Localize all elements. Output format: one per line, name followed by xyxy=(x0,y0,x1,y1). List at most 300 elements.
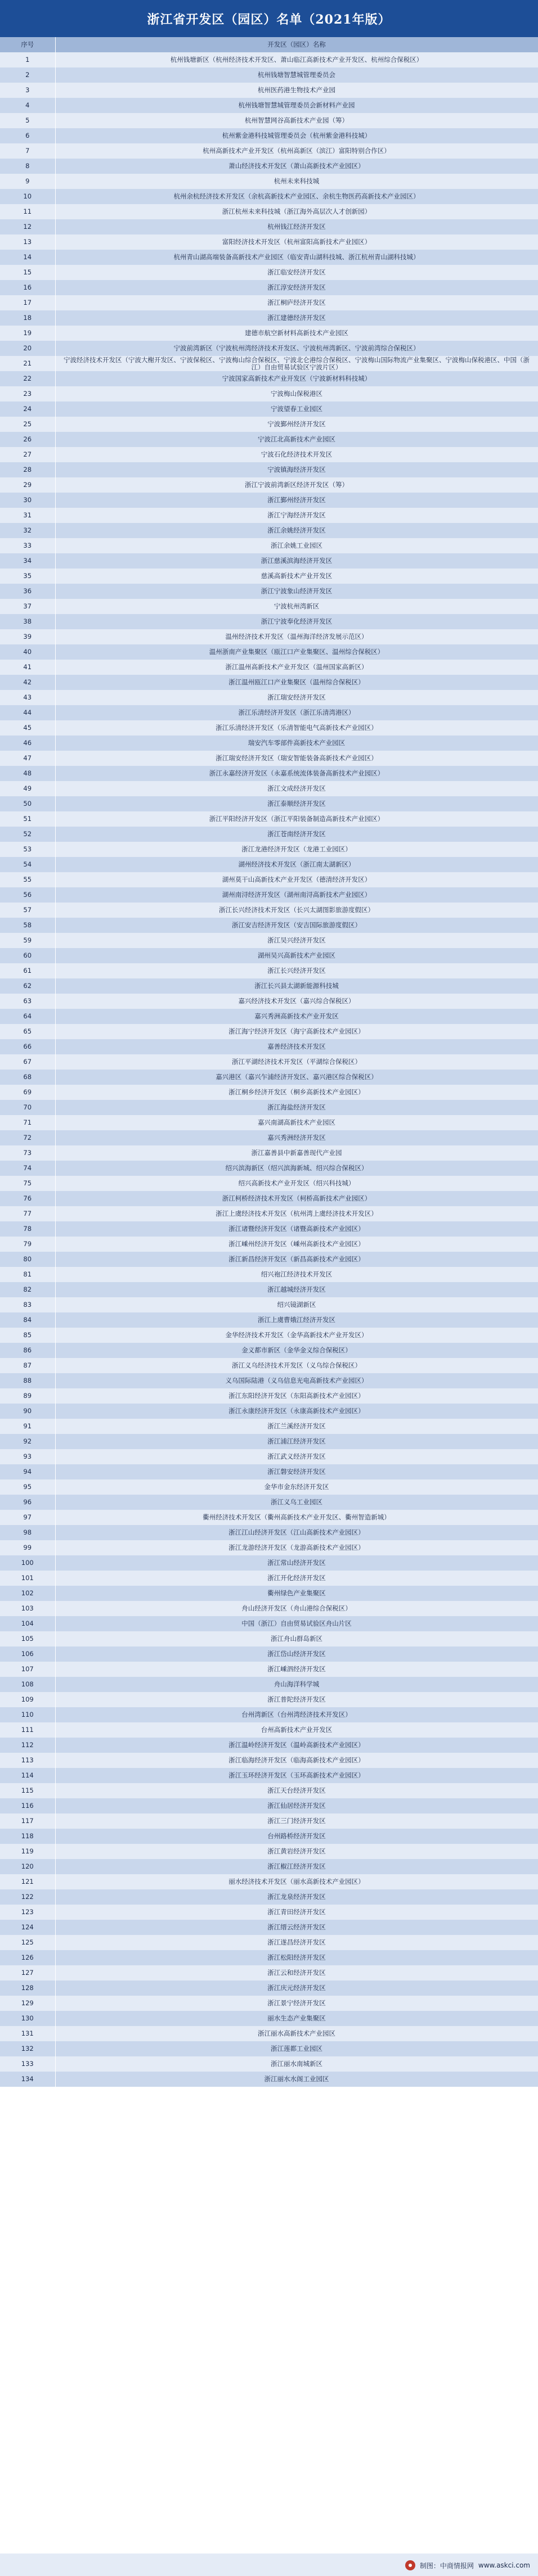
table-row xyxy=(0,796,538,811)
table-row xyxy=(0,1920,538,1935)
row-index: 73 xyxy=(0,1145,55,1161)
row-index: 91 xyxy=(0,1419,55,1434)
zone-name: 宁波前湾新区（宁波杭州湾经济技术开发区、宁波杭州湾新区、宁波前湾综合保税区） xyxy=(55,341,538,356)
page-title: 浙江省开发区（园区）名单（2021年版） xyxy=(0,0,538,37)
row-index: 71 xyxy=(0,1115,55,1130)
row-index: 98 xyxy=(0,1525,55,1540)
row-index: 107 xyxy=(0,1662,55,1677)
row-index: 14 xyxy=(0,250,55,265)
table-row xyxy=(0,1100,538,1115)
table-row xyxy=(0,2041,538,2056)
zone-name: 浙江泰顺经济开发区 xyxy=(55,796,538,811)
table-row xyxy=(0,265,538,280)
table-row xyxy=(0,1996,538,2011)
table-row xyxy=(0,1981,538,1996)
table-row xyxy=(0,599,538,614)
table-row xyxy=(0,234,538,250)
zone-name: 浙江平湖经济技术开发区（平湖综合保税区） xyxy=(55,1054,538,1070)
table-row xyxy=(0,1282,538,1297)
row-index: 113 xyxy=(0,1753,55,1768)
table-row xyxy=(0,1829,538,1844)
zone-name: 浙江遂昌经济开发区 xyxy=(55,1935,538,1950)
row-index: 36 xyxy=(0,584,55,599)
row-index: 131 xyxy=(0,2026,55,2041)
row-index: 45 xyxy=(0,720,55,736)
row-index: 82 xyxy=(0,1282,55,1297)
row-index: 32 xyxy=(0,523,55,538)
table-row xyxy=(0,67,538,83)
zone-name: 浙江临安经济开发区 xyxy=(55,265,538,280)
zone-name: 浙江苍南经济开发区 xyxy=(55,827,538,842)
zone-name: 浙江桐乡经济开发区（桐乡高新技术产业园区） xyxy=(55,1085,538,1100)
row-index: 117 xyxy=(0,1813,55,1829)
zone-name: 湖州经济技术开发区（浙江南太湖新区） xyxy=(55,857,538,872)
zone-name: 杭州钱塘新区（杭州经济技术开发区、萧山临江高新技术产业开发区、杭州综合保税区） xyxy=(55,52,538,67)
table-row xyxy=(0,204,538,219)
row-index: 38 xyxy=(0,614,55,629)
row-index: 104 xyxy=(0,1616,55,1631)
zone-name: 浙江磐安经济开发区 xyxy=(55,1464,538,1479)
table-row xyxy=(0,675,538,690)
table-body xyxy=(0,52,538,2087)
zone-name: 浙江温州瓯江口产业集聚区（温州综合保税区） xyxy=(55,675,538,690)
source-url: www.askci.com xyxy=(478,2561,530,2569)
row-index: 133 xyxy=(0,2056,55,2072)
table-row xyxy=(0,948,538,963)
zone-name: 瑞安汽车零部件高新技术产业园区 xyxy=(55,736,538,751)
row-index: 57 xyxy=(0,903,55,918)
table-row xyxy=(0,1145,538,1161)
table-row xyxy=(0,159,538,174)
zone-name: 富阳经济技术开发区（杭州富阳高新技术产业园区） xyxy=(55,234,538,250)
table-row xyxy=(0,705,538,720)
row-index: 56 xyxy=(0,887,55,903)
row-index: 89 xyxy=(0,1388,55,1404)
table-row xyxy=(0,857,538,872)
zone-name: 湖州吴兴高新技术产业园区 xyxy=(55,948,538,963)
row-index: 3 xyxy=(0,83,55,98)
zone-name: 浙江余姚工业园区 xyxy=(55,538,538,553)
zone-name: 浙江天台经济开发区 xyxy=(55,1783,538,1798)
table-row xyxy=(0,1965,538,1981)
row-index: 12 xyxy=(0,219,55,234)
zone-name: 台州湾新区（台州湾经济技术开发区） xyxy=(55,1707,538,1722)
table-row xyxy=(0,1616,538,1631)
row-index: 37 xyxy=(0,599,55,614)
table-row xyxy=(0,903,538,918)
row-index: 121 xyxy=(0,1874,55,1889)
table-row xyxy=(0,113,538,128)
row-index: 85 xyxy=(0,1328,55,1343)
row-index: 28 xyxy=(0,462,55,477)
row-index: 106 xyxy=(0,1646,55,1662)
table-row xyxy=(0,690,538,705)
zone-name: 浙江新昌经济开发区（新昌高新技术产业园区） xyxy=(55,1252,538,1267)
table-row xyxy=(0,1373,538,1388)
zone-name: 舟山经济开发区（舟山港综合保税区） xyxy=(55,1601,538,1616)
table-row xyxy=(0,751,538,766)
row-index: 99 xyxy=(0,1540,55,1555)
zone-name: 浙江缙云经济开发区 xyxy=(55,1920,538,1935)
table-row xyxy=(0,1571,538,1586)
zone-name: 浙江临海经济开发区（临海高新技术产业园区） xyxy=(55,1753,538,1768)
zone-name: 浙江常山经济开发区 xyxy=(55,1555,538,1571)
row-index: 29 xyxy=(0,477,55,493)
zone-name: 杭州钱江经济开发区 xyxy=(55,219,538,234)
row-index: 43 xyxy=(0,690,55,705)
zone-name: 杭州医药港生物技术产业园 xyxy=(55,83,538,98)
row-index: 90 xyxy=(0,1404,55,1419)
table-row xyxy=(0,1768,538,1783)
table-row xyxy=(0,493,538,508)
row-index: 19 xyxy=(0,326,55,341)
row-index: 126 xyxy=(0,1950,55,1965)
table-row xyxy=(0,978,538,994)
row-index: 50 xyxy=(0,796,55,811)
zone-name: 绍兴滨海新区（绍兴滨海新城、绍兴综合保税区） xyxy=(55,1161,538,1176)
row-index: 8 xyxy=(0,159,55,174)
row-index: 114 xyxy=(0,1768,55,1783)
table-row xyxy=(0,1479,538,1495)
table-row xyxy=(0,2026,538,2041)
table-row xyxy=(0,1874,538,1889)
zone-name: 嘉兴港区（嘉兴乍浦经济开发区、嘉兴港区综合保税区） xyxy=(55,1070,538,1085)
zone-name: 浙江松阳经济开发区 xyxy=(55,1950,538,1965)
row-index: 76 xyxy=(0,1191,55,1206)
table-row xyxy=(0,1889,538,1905)
zone-name: 宁波国家高新技术产业开发区（宁波新材料科技城） xyxy=(55,371,538,386)
row-index: 134 xyxy=(0,2072,55,2087)
zone-name: 浙江庆元经济开发区 xyxy=(55,1981,538,1996)
zone-name: 浙江越城经济开发区 xyxy=(55,1282,538,1297)
table-row xyxy=(0,872,538,887)
table-row xyxy=(0,827,538,842)
row-index: 65 xyxy=(0,1024,55,1039)
table-row xyxy=(0,1646,538,1662)
table-row xyxy=(0,1419,538,1434)
table-row xyxy=(0,189,538,204)
zone-name: 浙江吴兴经济开发区 xyxy=(55,933,538,948)
zone-name: 宁波望春工业园区 xyxy=(55,401,538,417)
row-index: 10 xyxy=(0,189,55,204)
zone-name: 浙江普陀经济开发区 xyxy=(55,1692,538,1707)
table-row xyxy=(0,660,538,675)
zone-name: 慈溪高新技术产业开发区 xyxy=(55,569,538,584)
table-row xyxy=(0,629,538,644)
row-index: 119 xyxy=(0,1844,55,1859)
table-row xyxy=(0,1540,538,1555)
row-index: 75 xyxy=(0,1176,55,1191)
zone-name: 湖州莫干山高新技术产业开发区（德清经济开发区） xyxy=(55,872,538,887)
row-index: 64 xyxy=(0,1009,55,1024)
table-row xyxy=(0,781,538,796)
row-index: 39 xyxy=(0,629,55,644)
row-index: 13 xyxy=(0,234,55,250)
table-row xyxy=(0,1525,538,1540)
zone-name: 浙江长兴县太湖新能源科技城 xyxy=(55,978,538,994)
table-row xyxy=(0,1707,538,1722)
table-row xyxy=(0,887,538,903)
zone-name: 杭州青山湖高端装备高新技术产业园区（临安青山湖科技城、浙江杭州青山湖科技城） xyxy=(55,250,538,265)
table-row xyxy=(0,933,538,948)
zone-name: 杭州钱塘智慧城管理委员会新材料产业园 xyxy=(55,98,538,113)
table-row xyxy=(0,1738,538,1753)
zone-name: 宁波杭州湾新区 xyxy=(55,599,538,614)
row-index: 72 xyxy=(0,1130,55,1145)
table-row xyxy=(0,538,538,553)
zone-name: 宁波鄞州经济开发区 xyxy=(55,417,538,432)
table-row xyxy=(0,720,538,736)
table-row xyxy=(0,1070,538,1085)
zone-name: 浙江宁波象山经济开发区 xyxy=(55,584,538,599)
row-index: 95 xyxy=(0,1479,55,1495)
row-index: 108 xyxy=(0,1677,55,1692)
zone-name: 浙江龙游经济开发区（龙游高新技术产业园区） xyxy=(55,1540,538,1555)
zone-name: 嘉兴秀洲经济开发区 xyxy=(55,1130,538,1145)
zone-name: 宁波经济技术开发区（宁波大榭开发区、宁波保税区、宁波梅山综合保税区、宁波北仑港综合保税区、宁波梅山国际物流产业集聚区、宁波梅山保税港区、中国（浙江）自由贸易试验区宁波片区） xyxy=(55,356,538,371)
table-row xyxy=(0,1009,538,1024)
table-row xyxy=(0,1950,538,1965)
zone-name: 浙江乐清经济开发区（乐清智能电气高新技术产业园区） xyxy=(55,720,538,736)
table-row xyxy=(0,310,538,326)
row-index: 21 xyxy=(0,356,55,371)
row-index: 118 xyxy=(0,1829,55,1844)
table-row xyxy=(0,371,538,386)
zone-name: 浙江永康经济开发区（永康高新技术产业园区） xyxy=(55,1404,538,1419)
row-index: 31 xyxy=(0,508,55,523)
zone-name: 宁波梅山保税港区 xyxy=(55,386,538,401)
row-index: 58 xyxy=(0,918,55,933)
table-row xyxy=(0,98,538,113)
zone-name: 浙江柯桥经济技术开发区（柯桥高新技术产业园区） xyxy=(55,1191,538,1206)
row-index: 26 xyxy=(0,432,55,447)
zone-name: 义乌国际陆港（义乌信息光电高新技术产业园区） xyxy=(55,1373,538,1388)
zone-name: 嘉善经济技术开发区 xyxy=(55,1039,538,1054)
table-row xyxy=(0,1631,538,1646)
table-row xyxy=(0,386,538,401)
table-row xyxy=(0,341,538,356)
zone-name: 宁波石化经济技术开发区 xyxy=(55,447,538,462)
row-index: 62 xyxy=(0,978,55,994)
zone-name: 浙江鄞州经济开发区 xyxy=(55,493,538,508)
row-index: 127 xyxy=(0,1965,55,1981)
zone-name: 浙江兰溪经济开发区 xyxy=(55,1419,538,1434)
column-header-index: 序号 xyxy=(0,37,55,52)
table-row xyxy=(0,83,538,98)
zone-name: 绍兴袍江经济技术开发区 xyxy=(55,1267,538,1282)
row-index: 30 xyxy=(0,493,55,508)
row-index: 41 xyxy=(0,660,55,675)
table-row xyxy=(0,1677,538,1692)
row-index: 132 xyxy=(0,2041,55,2056)
table-row xyxy=(0,1252,538,1267)
row-index: 40 xyxy=(0,644,55,660)
table-row xyxy=(0,1935,538,1950)
row-index: 67 xyxy=(0,1054,55,1070)
table-row xyxy=(0,1191,538,1206)
row-index: 115 xyxy=(0,1783,55,1798)
zone-name: 浙江温岭经济开发区（温岭高新技术产业园区） xyxy=(55,1738,538,1753)
table-row xyxy=(0,143,538,159)
table-row xyxy=(0,766,538,781)
zone-name: 浙江黄岩经济开发区 xyxy=(55,1844,538,1859)
row-index: 27 xyxy=(0,447,55,462)
row-index: 4 xyxy=(0,98,55,113)
table-row xyxy=(0,1495,538,1510)
zone-name: 浙江宁海经济开发区 xyxy=(55,508,538,523)
table-row xyxy=(0,174,538,189)
row-index: 84 xyxy=(0,1312,55,1328)
zone-name: 浙江长兴经济开发区 xyxy=(55,963,538,978)
table-row xyxy=(0,1054,538,1070)
row-index: 18 xyxy=(0,310,55,326)
column-header-name: 开发区（园区）名称 xyxy=(55,37,538,52)
zone-name: 丽水经济技术开发区（丽水高新技术产业园区） xyxy=(55,1874,538,1889)
zone-name: 浙江义乌工业园区 xyxy=(55,1495,538,1510)
table-row xyxy=(0,1722,538,1738)
zone-name: 浙江浦江经济开发区 xyxy=(55,1434,538,1449)
zone-name: 浙江丽水高新技术产业园区 xyxy=(55,2026,538,2041)
zone-name: 浙江仙居经济开发区 xyxy=(55,1798,538,1813)
zone-name: 杭州紫金港科技城管理委员会（杭州紫金港科技城） xyxy=(55,128,538,143)
table-row xyxy=(0,1024,538,1039)
table-row xyxy=(0,1328,538,1343)
row-index: 59 xyxy=(0,933,55,948)
zone-name: 浙江永嘉经济开发区（永嘉系统流体装备高新技术产业园区） xyxy=(55,766,538,781)
row-index: 124 xyxy=(0,1920,55,1935)
table-row xyxy=(0,128,538,143)
row-index: 33 xyxy=(0,538,55,553)
table-row xyxy=(0,1206,538,1221)
table-row xyxy=(0,2056,538,2072)
zone-name: 浙江宁波奉化经济开发区 xyxy=(55,614,538,629)
row-index: 49 xyxy=(0,781,55,796)
row-index: 110 xyxy=(0,1707,55,1722)
zone-name: 温州浙南产业集聚区（瓯江口产业集聚区、温州综合保税区） xyxy=(55,644,538,660)
table-row xyxy=(0,1176,538,1191)
table-row xyxy=(0,1343,538,1358)
zone-name: 浙江岱山经济开发区 xyxy=(55,1646,538,1662)
row-index: 25 xyxy=(0,417,55,432)
row-index: 111 xyxy=(0,1722,55,1738)
table-row xyxy=(0,1039,538,1054)
table-row xyxy=(0,2072,538,2087)
table-row xyxy=(0,295,538,310)
row-index: 48 xyxy=(0,766,55,781)
table-row xyxy=(0,508,538,523)
askci-logo-icon xyxy=(405,2560,415,2570)
table-row xyxy=(0,401,538,417)
row-index: 42 xyxy=(0,675,55,690)
zone-name: 嘉兴经济技术开发区（嘉兴综合保税区） xyxy=(55,994,538,1009)
zone-name: 浙江东阳经济开发区（东阳高新技术产业园区） xyxy=(55,1388,538,1404)
zone-name: 浙江乐清经济开发区（浙江乐清湾港区） xyxy=(55,705,538,720)
row-index: 34 xyxy=(0,553,55,569)
zone-name: 杭州智慧网谷高新技术产业园（筹） xyxy=(55,113,538,128)
zone-name: 浙江诸暨经济开发区（诸暨高新技术产业园区） xyxy=(55,1221,538,1237)
zone-name: 浙江莲都工业园区 xyxy=(55,2041,538,2056)
row-index: 46 xyxy=(0,736,55,751)
row-index: 87 xyxy=(0,1358,55,1373)
table-row xyxy=(0,523,538,538)
row-index: 53 xyxy=(0,842,55,857)
zone-name: 萧山经济技术开发区（萧山高新技术产业园区） xyxy=(55,159,538,174)
zone-name: 金华市金东经济开发区 xyxy=(55,1479,538,1495)
zone-name: 浙江建德经济开发区 xyxy=(55,310,538,326)
table-row xyxy=(0,1813,538,1829)
table-row xyxy=(0,1783,538,1798)
zone-name: 温州经济技术开发区（温州海洋经济发展示范区） xyxy=(55,629,538,644)
zone-name: 台州高新技术产业开发区 xyxy=(55,1722,538,1738)
table-row xyxy=(0,326,538,341)
row-index: 44 xyxy=(0,705,55,720)
table-row xyxy=(0,1388,538,1404)
zone-name: 浙江丽水水阁工业园区 xyxy=(55,2072,538,2087)
zone-name: 宁波江北高新技术产业园区 xyxy=(55,432,538,447)
row-index: 116 xyxy=(0,1798,55,1813)
row-index: 105 xyxy=(0,1631,55,1646)
zone-name: 建德市航空新材料高新技术产业园区 xyxy=(55,326,538,341)
zone-name: 杭州钱塘智慧城管理委员会 xyxy=(55,67,538,83)
table-row xyxy=(0,1798,538,1813)
row-index: 2 xyxy=(0,67,55,83)
zone-name: 浙江青田经济开发区 xyxy=(55,1905,538,1920)
table-row xyxy=(0,477,538,493)
zone-name: 嘉兴秀洲高新技术产业开发区 xyxy=(55,1009,538,1024)
zone-name: 浙江海盐经济开发区 xyxy=(55,1100,538,1115)
row-index: 81 xyxy=(0,1267,55,1282)
zone-name: 浙江江山经济开发区（江山高新技术产业园区） xyxy=(55,1525,538,1540)
source-text: 制图：中商情报网 xyxy=(419,2561,474,2570)
row-index: 74 xyxy=(0,1161,55,1176)
zone-name: 浙江椒江经济开发区 xyxy=(55,1859,538,1874)
zone-name: 浙江舟山群岛新区 xyxy=(55,1631,538,1646)
row-index: 122 xyxy=(0,1889,55,1905)
row-index: 7 xyxy=(0,143,55,159)
table-row xyxy=(0,553,538,569)
table-row xyxy=(0,447,538,462)
zone-name: 中国（浙江）自由贸易试验区舟山片区 xyxy=(55,1616,538,1631)
table-row xyxy=(0,1662,538,1677)
table-row xyxy=(0,994,538,1009)
zone-name: 浙江三门经济开发区 xyxy=(55,1813,538,1829)
row-index: 97 xyxy=(0,1510,55,1525)
zone-name: 湖州南浔经济开发区（湖州南浔高新技术产业园区） xyxy=(55,887,538,903)
row-index: 102 xyxy=(0,1586,55,1601)
row-index: 123 xyxy=(0,1905,55,1920)
row-index: 24 xyxy=(0,401,55,417)
table-row xyxy=(0,1312,538,1328)
row-index: 103 xyxy=(0,1601,55,1616)
zone-name: 浙江景宁经济开发区 xyxy=(55,1996,538,2011)
table-row xyxy=(0,1844,538,1859)
zone-name: 浙江嵊州经济开发区（嵊州高新技术产业园区） xyxy=(55,1237,538,1252)
row-index: 15 xyxy=(0,265,55,280)
zone-name: 浙江余姚经济开发区 xyxy=(55,523,538,538)
zone-name: 浙江瑞安经济开发区（瑞安智能装备高新技术产业园区） xyxy=(55,751,538,766)
row-index: 88 xyxy=(0,1373,55,1388)
source-line xyxy=(405,2560,530,2570)
table-row xyxy=(0,584,538,599)
row-index: 86 xyxy=(0,1343,55,1358)
row-index: 129 xyxy=(0,1996,55,2011)
row-index: 101 xyxy=(0,1571,55,1586)
row-index: 94 xyxy=(0,1464,55,1479)
table-row xyxy=(0,1586,538,1601)
row-index: 128 xyxy=(0,1981,55,1996)
table-row xyxy=(0,614,538,629)
footer xyxy=(0,2554,538,2576)
